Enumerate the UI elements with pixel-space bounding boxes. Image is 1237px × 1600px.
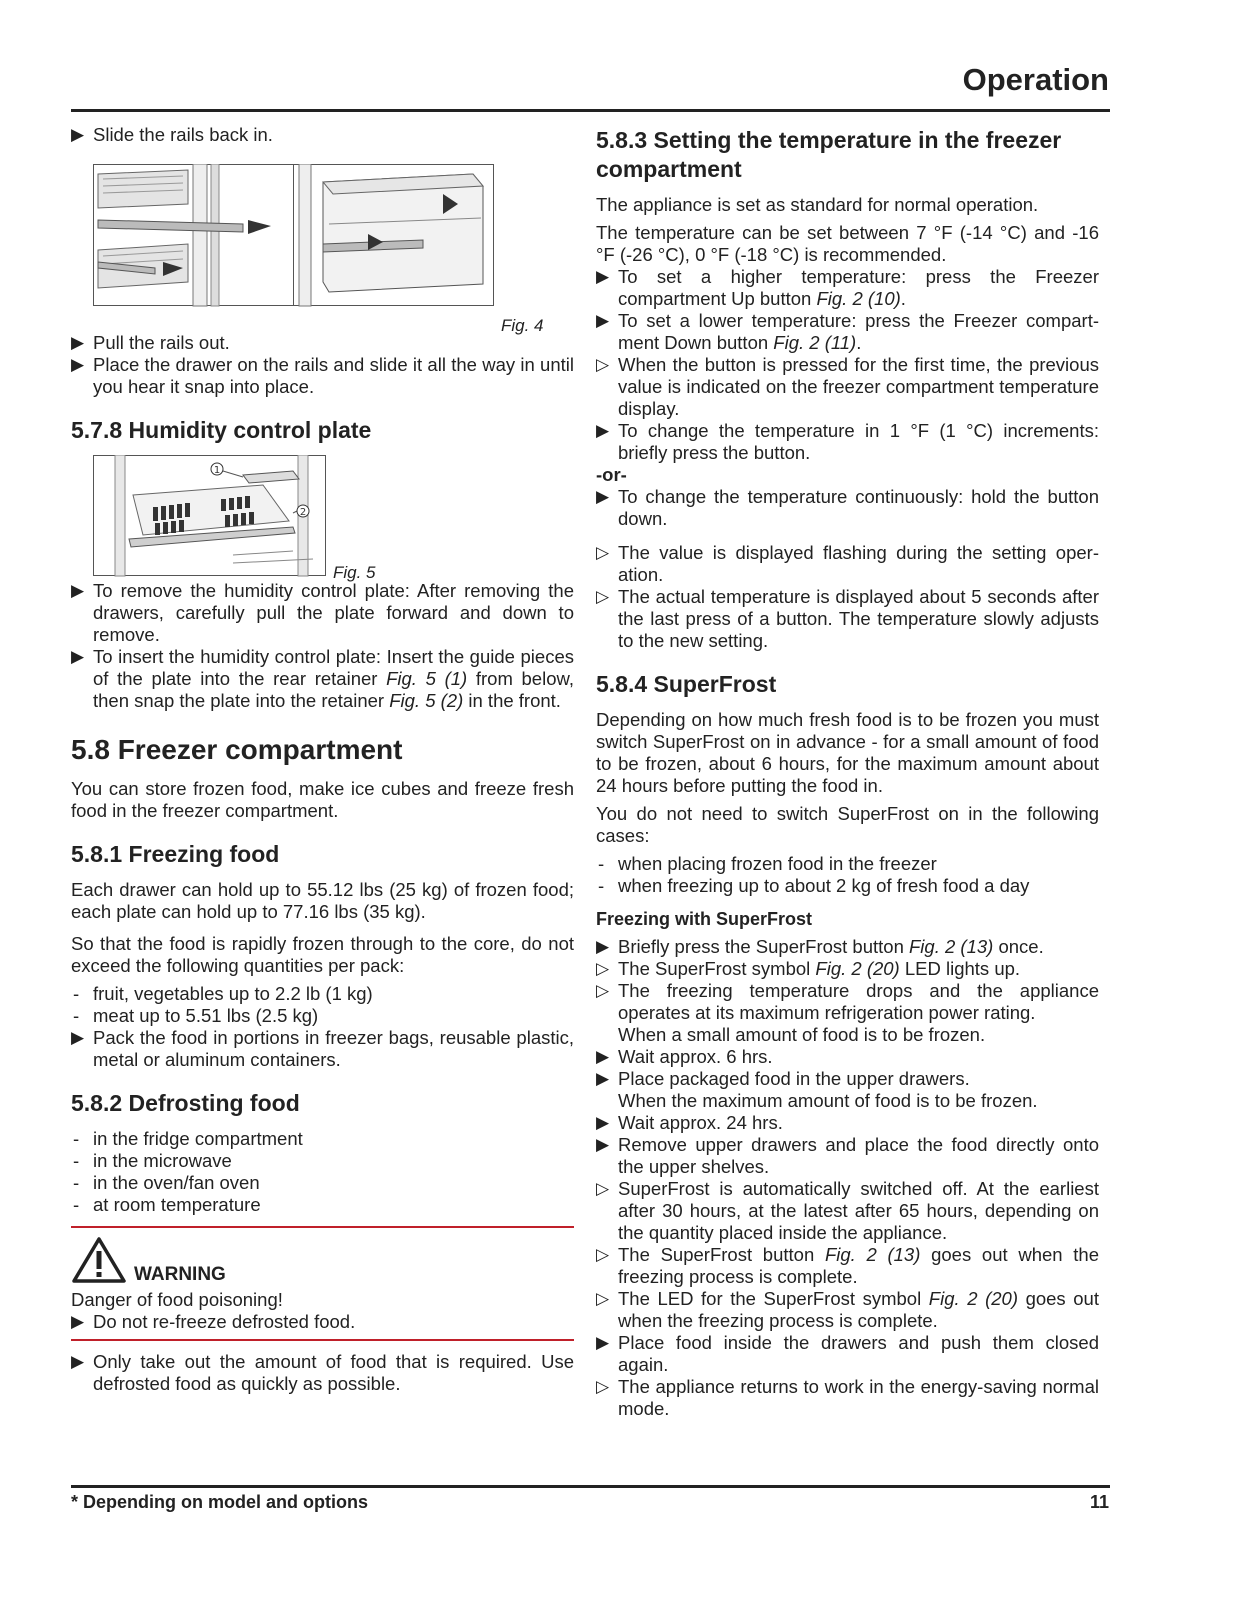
or-separator: -or- — [596, 464, 627, 485]
bullet-arrow-icon: ▶ — [596, 311, 610, 330]
result-led-out: ▷ The LED for the SuperFrost symbol Fig. 2 (20) goes out when the freezing process is complete. — [596, 1288, 1099, 1331]
step-wait-24: ▶ Wait approx. 24 hrs. — [596, 1112, 783, 1133]
bullet-arrow-icon: ▶ — [71, 125, 85, 144]
heading-freezing-with-superfrost: Freezing with SuperFrost — [596, 909, 813, 929]
heading-5-8-3: 5.8.3 Setting the temperature in the freezer compartment — [596, 127, 1062, 182]
step-wait-6: ▶ Wait approx. 6 hrs. — [596, 1046, 773, 1067]
step-slide-rails: ▶ Slide the rails back in. — [71, 124, 273, 145]
result-button-out: ▷ The SuperFrost button Fig. 2 (13) goes out when the freezing process is complete. — [596, 1244, 1099, 1287]
result-triangle-icon: ▷ — [596, 587, 610, 606]
warning-title: WARNING — [134, 1264, 226, 1285]
step-pack-food: ▶ Pack the food in portions in freezer bags, reusable plastic, metal or aluminum containers. — [71, 1027, 574, 1070]
result-triangle-icon: ▷ — [596, 1377, 610, 1396]
bullet-arrow-icon: ▶ — [71, 1312, 85, 1331]
list-item: - in the oven/fan oven — [73, 1172, 260, 1193]
step-place-upper: ▶ Place packaged food in the upper drawers. — [596, 1068, 970, 1089]
left-column — [71, 124, 574, 1395]
figure-5-label: Fig. 5 — [333, 563, 376, 582]
para-superfrost-not-needed: You do not need to switch SuperFrost on in the following cases: — [596, 803, 1099, 846]
list-item: - at room temperature — [73, 1194, 261, 1215]
result-triangle-icon: ▷ — [596, 1179, 610, 1198]
step-change-continuous: ▶ To change the temperature continuously: hold the button down. — [596, 486, 1099, 529]
list-item: - when freezing up to about 2 kg of fresh food a day — [598, 875, 1030, 896]
list-item: - meat up to 5.51 lbs (2.5 kg) — [73, 1005, 319, 1026]
result-actual-temperature: ▷ The actual temperature is displayed about 5 seconds after the last press of a button. The temperature slowly adjusts to the new setting. — [596, 586, 1099, 651]
result-triangle-icon: ▷ — [596, 959, 610, 978]
para-5-8: You can store frozen food, make ice cubes and freeze fresh food in the freezer compartment. — [71, 778, 574, 821]
result-flashing: ▷ The value is displayed flashing during the setting oper-ation. — [596, 542, 1099, 585]
step-pull-rails: ▶ Pull the rails out. — [71, 332, 230, 353]
result-temperature-drops: ▷ The freezing temperature drops and the appliance operates at its maximum refrigeration power rating. — [596, 980, 1099, 1023]
bullet-arrow-icon: ▶ — [71, 647, 85, 666]
result-triangle-icon: ▷ — [596, 355, 610, 374]
right-column — [596, 124, 1099, 1420]
page-number: 11 — [1089, 1492, 1109, 1512]
bullet-arrow-icon: ▶ — [596, 1069, 610, 1088]
figure-5 — [71, 451, 574, 581]
step-place-drawer: ▶ Place the drawer on the rails and slide it all the way in until you hear it snap into place. — [71, 354, 574, 397]
bullet-arrow-icon: ▶ — [596, 487, 610, 506]
step-push-closed: ▶ Place food inside the drawers and push them closed again. — [596, 1332, 1099, 1375]
figure-4 — [71, 152, 574, 335]
bullet-arrow-icon: ▶ — [596, 421, 610, 440]
condition-max-amount: When the maximum amount of food is to be frozen. — [618, 1090, 1038, 1111]
bullet-arrow-icon: ▶ — [71, 581, 85, 600]
result-triangle-icon: ▷ — [596, 543, 610, 562]
result-first-press: ▷ When the button is pressed for the first time, the previous value is indicated on the freezer compartment temperature display. — [596, 354, 1099, 419]
step-insert-plate: ▶ To insert the humidity control plate: Insert the guide pieces of the plate into the rear retainer Fig. 5 (1) from below, then snap the plate into the retainer Fig. 5 (2) in the front. — [71, 646, 574, 711]
bullet-arrow-icon: ▶ — [71, 355, 85, 374]
result-normal-mode: ▷ The appliance returns to work in the energy-saving normal mode. — [596, 1376, 1099, 1419]
para-superfrost-advance: Depending on how much fresh food is to be frozen you must switch SuperFrost on in advance - for a small amount of food to be frozen, about 6 hours, for the maximum amount about 24 hours before putting the food in. — [596, 709, 1099, 796]
warning-triangle-icon — [71, 1236, 127, 1284]
step-remove-upper: ▶ Remove upper drawers and place the food directly onto the upper shelves. — [596, 1134, 1099, 1177]
warning-text: Danger of food poisoning! — [71, 1289, 283, 1310]
step-only-take-out: ▶ Only take out the amount of food that is required. Use defrosted food as quickly as possible. — [71, 1351, 574, 1394]
result-auto-off: ▷ SuperFrost is automatically switched off. At the earliest after 30 hours, at the latest after 65 hours, depending on the quantity placed inside the appliance. — [596, 1178, 1099, 1243]
para-temperature-range: The temperature can be set between 7 °F (-14 °C) and -16 °F (-26 °C), 0 °F (-18 °C) is recommended. — [596, 222, 1099, 265]
figure-4-label: Fig. 4 — [501, 316, 544, 335]
para-standard-setting: The appliance is set as standard for normal operation. — [596, 194, 1039, 215]
callout-1: 1 — [213, 465, 221, 476]
step-press-superfrost: ▶ Briefly press the SuperFrost button Fig. 2 (13) once. — [596, 936, 1044, 957]
list-item: - in the fridge compartment — [73, 1128, 303, 1149]
para-rapid-freeze: So that the food is rapidly frozen through to the core, do not exceed the following quantities per pack: — [71, 933, 574, 976]
bullet-arrow-icon: ▶ — [596, 267, 610, 286]
result-triangle-icon: ▷ — [596, 1245, 610, 1264]
heading-5-8-2: 5.8.2 Defrosting food — [71, 1090, 300, 1116]
list-item: - when placing frozen food in the freezer — [598, 853, 937, 874]
footer-note: * Depending on model and options — [71, 1492, 368, 1512]
bullet-arrow-icon: ▶ — [596, 1113, 610, 1132]
bullet-arrow-icon: ▶ — [596, 937, 610, 956]
step-higher-temperature: ▶ To set a higher temperature: press the Freezer compartment Up button Fig. 2 (10). — [596, 266, 1099, 309]
drawer-rails-illustration — [93, 164, 513, 308]
list-item: - fruit, vegetables up to 2.2 lb (1 kg) — [73, 983, 373, 1004]
list-item: - in the microwave — [73, 1150, 232, 1171]
heading-5-8: 5.8 Freezer compartment — [71, 734, 403, 765]
page-header-title: Operation — [962, 62, 1109, 97]
bullet-arrow-icon: ▶ — [71, 1352, 85, 1371]
humidity-plate-illustration — [93, 455, 333, 577]
result-triangle-icon: ▷ — [596, 1289, 610, 1308]
bullet-arrow-icon: ▶ — [71, 333, 85, 352]
header-rule — [71, 109, 1110, 112]
step-remove-plate: ▶ To remove the humidity control plate: After removing the drawers, carefully pull the plate forward and down to remove. — [71, 580, 574, 645]
bullet-arrow-icon: ▶ — [596, 1135, 610, 1154]
step-lower-temperature: ▶ To set a lower temperature: press the Freezer compart-ment Down button Fig. 2 (11). — [596, 310, 1099, 353]
bullet-arrow-icon: ▶ — [596, 1047, 610, 1066]
step-change-increments: ▶ To change the temperature in 1 °F (1 °C) increments: briefly press the button. — [596, 420, 1099, 463]
warning-instruction: ▶ Do not re-freeze defrosted food. — [71, 1311, 356, 1332]
para-drawer-capacity: Each drawer can hold up to 55.12 lbs (25 kg) of frozen food; each plate can hold up to 77.16 lbs (35 kg). — [71, 879, 574, 922]
heading-5-8-1: 5.8.1 Freezing food — [71, 841, 280, 867]
heading-5-7-8: 5.7.8 Humidity control plate — [71, 417, 372, 443]
warning-box — [71, 1228, 574, 1339]
result-triangle-icon: ▷ — [596, 981, 610, 1000]
warning-rule-bottom — [71, 1339, 574, 1341]
bullet-arrow-icon: ▶ — [596, 1333, 610, 1352]
condition-small-amount: When a small amount of food is to be frozen. — [618, 1024, 986, 1045]
result-led-lights: ▷ The SuperFrost symbol Fig. 2 (20) LED lights up. — [596, 958, 1021, 979]
footer-rule — [71, 1485, 1110, 1488]
bullet-arrow-icon: ▶ — [71, 1028, 85, 1047]
callout-2: 2 — [299, 507, 307, 518]
heading-5-8-4: 5.8.4 SuperFrost — [596, 671, 777, 697]
